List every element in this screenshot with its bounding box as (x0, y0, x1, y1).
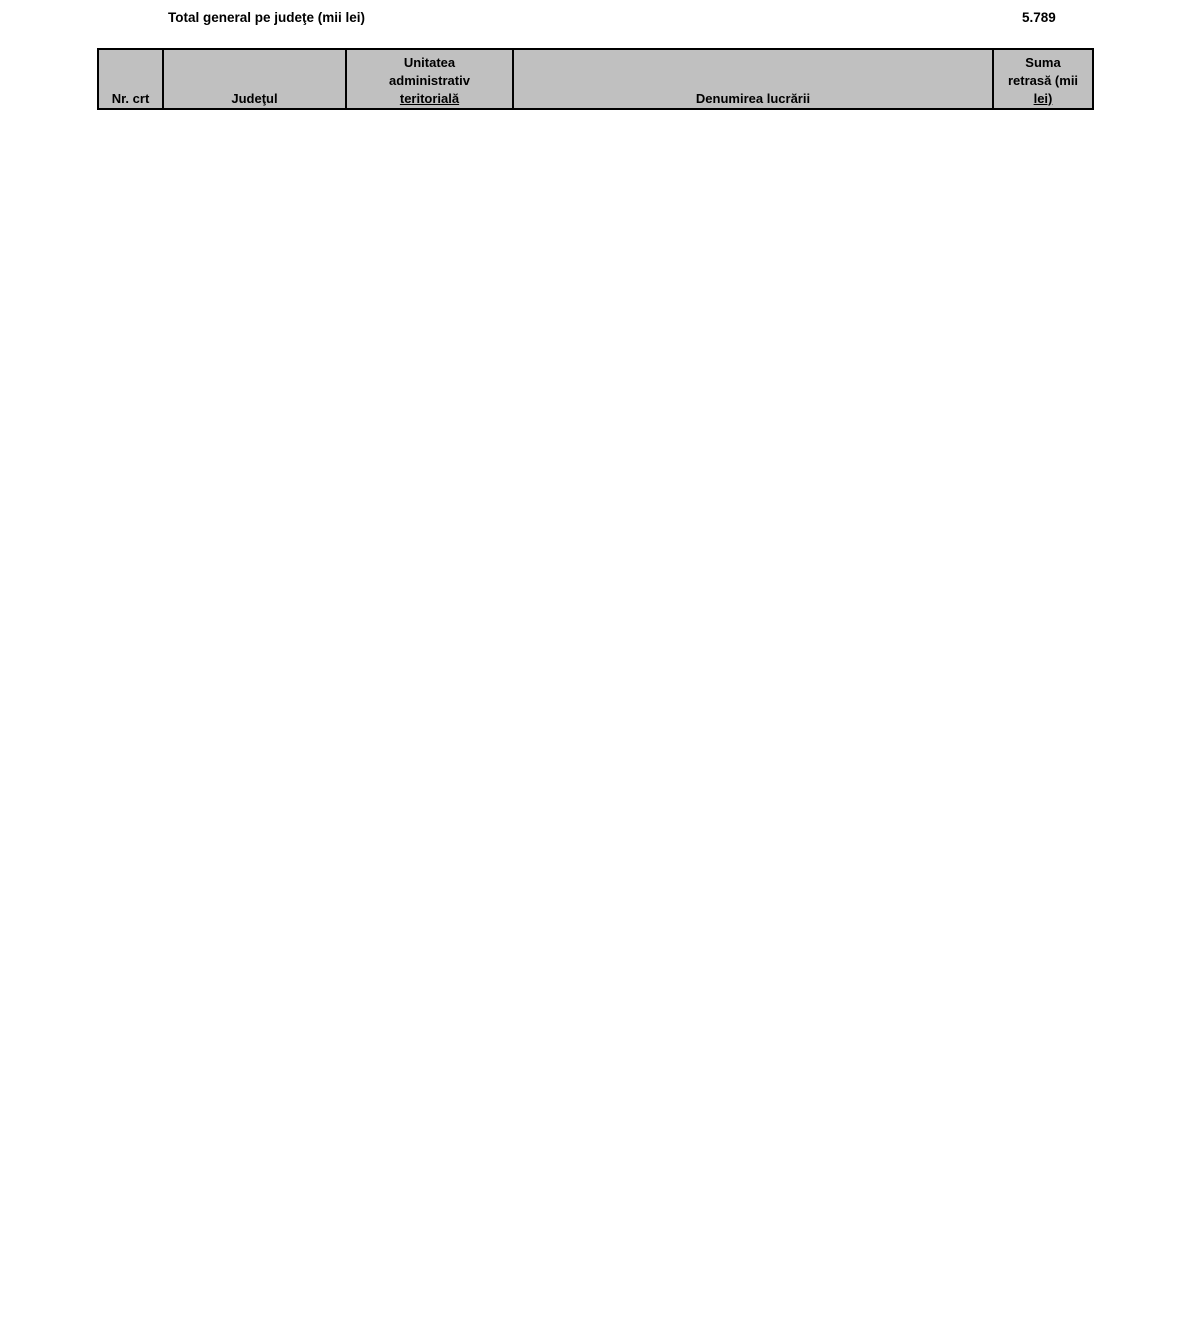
header-judet-label: Judeţul (231, 91, 278, 106)
header-uat (346, 49, 513, 109)
header-nr-crt (98, 49, 163, 109)
header-judet (163, 49, 346, 109)
header-uat-line3: teritorială (399, 91, 460, 106)
header-denumire (513, 49, 993, 109)
header-row (98, 49, 1093, 109)
withdrawn-sums-table (97, 48, 1094, 110)
grand-total-value: 5.789 (1022, 10, 1056, 25)
header-uat-line1: Unitatea (403, 55, 456, 70)
header-denumire-label: Denumirea lucrării (695, 91, 811, 106)
table-header (98, 49, 1093, 109)
header-suma-line2: retrasă (mii (1007, 73, 1079, 88)
header-suma-line3: lei) (1033, 91, 1053, 106)
header-suma-line1: Suma (1025, 55, 1061, 70)
header-suma (993, 49, 1093, 109)
header-uat-line2: administrativ (389, 73, 470, 88)
page-title: Total general pe judeţe (mii lei) (168, 10, 366, 25)
header-nr-crt-label: Nr. crt (111, 91, 150, 106)
